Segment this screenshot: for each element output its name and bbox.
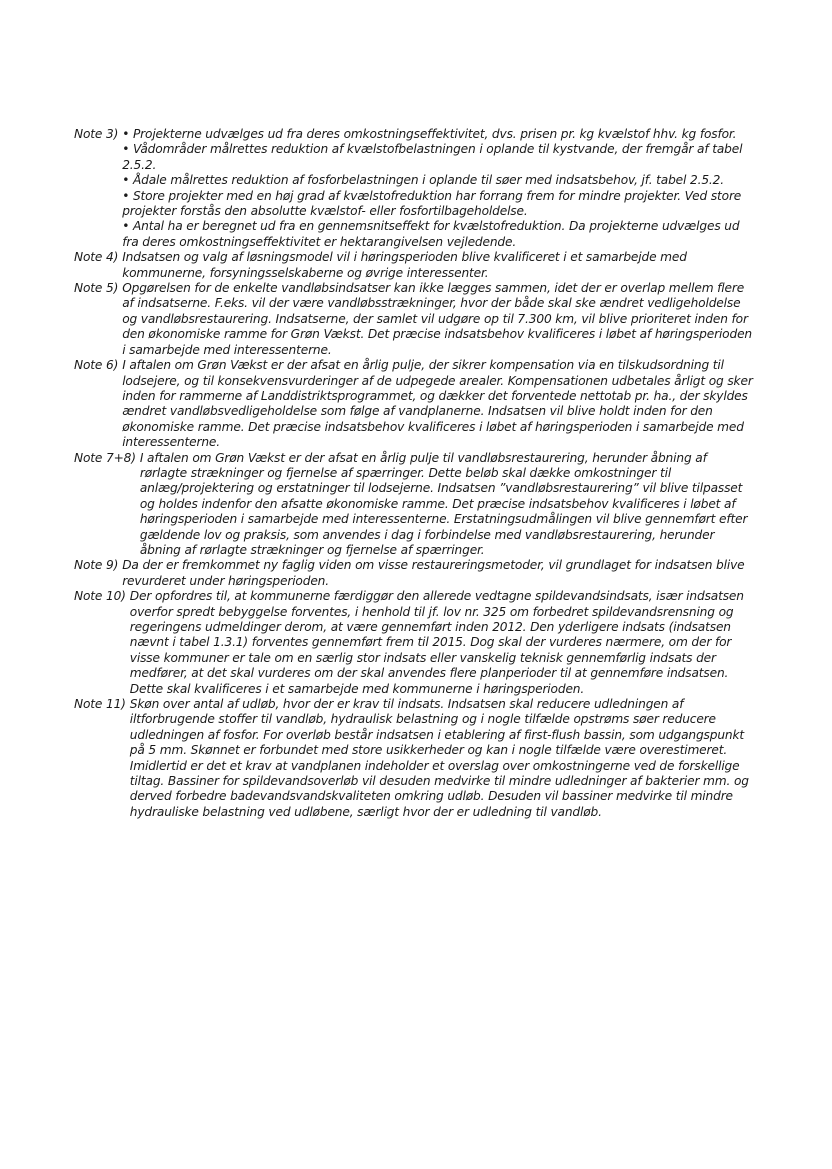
note-paragraph: • Projekterne udvælges ud fra deres omkostningseffektivitet, dvs. prisen pr. kg kvælstof hhv. kg fosfor. xyxy=(122,127,737,141)
note-paragraph: • Antal ha er beregnet ud fra en gennemsnitseffekt for kvælstofreduktion. Da projekterne udvælges ud fra deres omkostningseffektivitet er hektarangivelsen vejledende. xyxy=(122,219,740,249)
note-11 xyxy=(74,697,754,820)
note-label: Note 4) xyxy=(74,250,119,265)
note-body xyxy=(122,250,754,281)
note-label: Note 5) xyxy=(74,281,119,296)
note-body xyxy=(140,451,754,559)
note-paragraph: • Store projekter med en høj grad af kvælstofreduktion har forrang frem for mindre projekter. Ved store projekter forstås den absolutte kvælstof- eller fosfortilbageholdelse. xyxy=(122,188,742,219)
note-label: Note 6) xyxy=(74,358,119,373)
note-paragraph: Da der er fremkommet ny faglig viden om visse restaureringsmetoder, vil grundlaget for indsatsen blive revurderet under høringsperioden. xyxy=(122,558,745,588)
note-paragraph: Skøn over antal af udløb, hvor der er krav til indsats. Indsatsen skal reducere udledningen af iltforbrugende stoffer til vandløb, hydraulisk belastning og i nogle tilfælde opstrøms søer reducere udledningen af fosfor. For overløb består indsatsen i etablering af first-flush bassin, som udgangspunkt på 5 mm. Skønnet er forbundet med store usikkerheder og kan i nogle tilfælde være overestimeret. Imidlertid er det et krav at vandplanen indeholder et overslag over omkostningerne ved de forskellige tiltag. Bassiner for spildevandsoverløb vil desuden medvirke til mindre udledninger af bakterier mm. og derved forbedre badevandsvandskvaliteten omkring udløb. Desuden vil bassiner medvirke til mindre hydrauliske belastning ved udløbene, særligt hvor der er udledning til vandløb. xyxy=(129,697,749,819)
note-5 xyxy=(74,281,754,358)
note-6 xyxy=(74,358,754,450)
note-7-8 xyxy=(74,451,754,559)
note-body xyxy=(122,127,754,250)
note-paragraph: I aftalen om Grøn Vækst er der afsat en årlig pulje til vandløbsrestaurering, herunder åbning af rørlagte strækninger og fjernelse af spærringer. Dette beløb skal dække omkostninger til anlæg/projektering og erstatninger til lodsejerne. Indsatsen ”vandløbsrestaurering” vil blive tilpasset og holdes indenfor den afsatte økonomiske ramme. Det præcise indsatsbehov kvalificeres i løbet af høringsperioden i samarbejde med interessenterne. Erstatningsudmålingen vil blive gennemført efter gældende lov og praksis, som anvendes i dag i forbindelse med vandløbsrestaurering, herunder åbning af rørlagte strækninger og fjernelse af spærringer. xyxy=(139,450,748,557)
note-paragraph: • Ådale målrettes reduktion af fosforbelastningen i oplande til søer med indsatsbehov, jf. tabel 2.5.2. xyxy=(122,173,724,188)
note-paragraph: Opgørelsen for de enkelte vandløbsindsatser kan ikke lægges sammen, idet der er overlap mellem flere af indsatserne. F.eks. vil der være vandløbsstrækninger, hvor der både skal ske ændret vedligeholdelse og vandløbsrestaurering. Indsatserne, der samlet vil udgøre op til 7.300 km, vil blive prioriteret inden for den økonomiske ramme for Grøn Vækst. Det præcise indsatsbehov kvalificeres i løbet af høringsperioden i samarbejde med interessenterne. xyxy=(122,281,752,357)
note-10 xyxy=(74,589,754,697)
note-paragraph: • Vådområder målrettes reduktion af kvælstofbelastningen i oplande til kystvande, der fremgår af tabel 2.5.2. xyxy=(122,142,743,172)
note-label: Note 7+8) xyxy=(74,450,136,465)
note-paragraph: Indsatsen og valg af løsningsmodel vil i høringsperioden blive kvalificeret i et samarbejde med kommunerne, forsyningsselskaberne og øvrige interessenter. xyxy=(122,250,687,280)
note-body xyxy=(122,358,754,450)
note-label: Note 3) xyxy=(74,127,119,141)
note-body xyxy=(122,281,754,358)
notes-document xyxy=(74,127,754,820)
note-body xyxy=(130,589,754,697)
note-label: Note 9) xyxy=(74,558,119,573)
note-paragraph: Der opfordres til, at kommunerne færdiggør den allerede vedtagne spildevandsindsats, især indsatsen overfor spredt bebyggelse forventes, i henhold til jf. lov nr. 325 om forbedret spildevandsrensning og regeringens udmeldinger derom, at være gennemført inden 2012. Den yderligere indsats (indsatsen nævnt i tabel 1.3.1) forventes gennemført frem til 2015. Dog skal der vurderes nærmere, om der for visse kommuner er tale om en særlig stor indsats eller vanskelig teknisk gennemførlig indsats der medfører, at det skal vurderes om der skal anvendes flere planperioder til at gennemføre indsatsen. Dette skal kvalificeres i et samarbejde med kommunerne i høringsperioden. xyxy=(129,589,744,696)
note-9 xyxy=(74,558,754,589)
note-body xyxy=(122,558,754,589)
note-body xyxy=(130,697,754,820)
note-3 xyxy=(74,127,754,250)
note-label: Note 11) xyxy=(74,697,126,712)
note-label: Note 10) xyxy=(74,589,126,604)
note-paragraph: I aftalen om Grøn Vækst er der afsat en årlig pulje, der sikrer kompensation via en tilskudsordning til lodsejere, og til konsekvensvurderinger af de udpegede arealer. Kompensationen udbetales årligt og sker inden for rammerne af Landdistriktsprogrammet, og dækker det forventede nettotab pr. ha., der skyldes ændret vandløbsvedligeholdelse som følge af vandplanerne. Indsatsen vil blive holdt inden for den økonomiske ramme. Det præcise indsatsbehov kvalificeres i løbet af høringsperioden i samarbejde med interessenterne. xyxy=(122,358,753,450)
note-4 xyxy=(74,250,754,281)
